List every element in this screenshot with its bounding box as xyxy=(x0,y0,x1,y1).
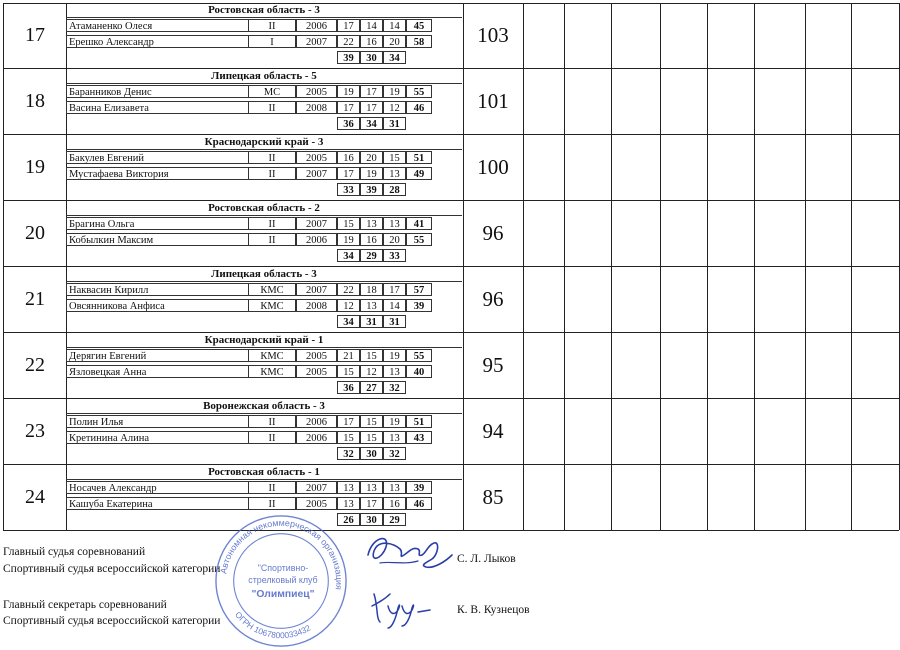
athlete-year: 2006 xyxy=(296,19,337,32)
athlete-s3: 19 xyxy=(383,349,406,362)
subtotal-cell: 26 xyxy=(337,513,360,526)
subtotal-cell: 31 xyxy=(383,117,406,130)
athlete-s1: 19 xyxy=(337,85,360,98)
place-cell: 21 xyxy=(3,267,67,333)
team-total: 94 xyxy=(463,399,524,465)
subtotal-cell: 33 xyxy=(383,249,406,262)
subtotal-cell: 34 xyxy=(360,117,383,130)
block-divider xyxy=(3,68,899,69)
athlete-year: 2008 xyxy=(296,101,337,114)
chief-judge-name: С. Л. Лыков xyxy=(457,553,516,565)
athlete-s2: 13 xyxy=(360,481,383,494)
athlete-sum: 49 xyxy=(406,167,432,180)
subtotal-cell: 34 xyxy=(337,249,360,262)
subtotal-cell: 30 xyxy=(360,447,383,460)
team-title: Липецкая область - 5 xyxy=(66,70,462,84)
athlete-s2: 19 xyxy=(360,167,383,180)
athlete-s2: 17 xyxy=(360,101,383,114)
athlete-s3: 19 xyxy=(383,415,406,428)
athlete-s3: 19 xyxy=(383,85,406,98)
athlete-s2: 15 xyxy=(360,415,383,428)
grid-column-line xyxy=(754,3,755,530)
athlete-s2: 13 xyxy=(360,217,383,230)
grid-column-line xyxy=(707,3,708,530)
place-cell: 20 xyxy=(3,201,67,267)
grid-column-line xyxy=(611,3,612,530)
subtotal-cell: 29 xyxy=(360,249,383,262)
subtotal-cell: 27 xyxy=(360,381,383,394)
athlete-s1: 22 xyxy=(337,35,360,48)
athlete-name: Овсянникова Анфиса xyxy=(66,299,249,312)
athlete-s2: 16 xyxy=(360,233,383,246)
athlete-s1: 19 xyxy=(337,233,360,246)
subtotal-cell: 31 xyxy=(360,315,383,328)
athlete-year: 2006 xyxy=(296,415,337,428)
athlete-name: Язловецкая Анна xyxy=(66,365,249,378)
subtotal-cell: 32 xyxy=(337,447,360,460)
athlete-sum: 58 xyxy=(406,35,432,48)
athlete-s1: 15 xyxy=(337,217,360,230)
athlete-s1: 17 xyxy=(337,167,360,180)
athlete-rank: II xyxy=(248,233,296,246)
place-cell: 19 xyxy=(3,135,67,201)
athlete-sum: 39 xyxy=(406,299,432,312)
athlete-s3: 17 xyxy=(383,283,406,296)
athlete-s3: 13 xyxy=(383,431,406,444)
block-divider xyxy=(3,266,899,267)
subtotal-cell: 34 xyxy=(337,315,360,328)
athlete-year: 2005 xyxy=(296,151,337,164)
athlete-name: Баранников Денис xyxy=(66,85,249,98)
subtotal-cell: 36 xyxy=(337,381,360,394)
block-divider xyxy=(3,134,899,135)
stamp-ring-text: Автономная некоммерческая организация xyxy=(218,517,345,591)
place-cell: 24 xyxy=(3,465,67,531)
place-cell: 18 xyxy=(3,69,67,135)
chief-judge-signature xyxy=(360,525,460,575)
athlete-name: Ерешко Александр xyxy=(66,35,249,48)
athlete-s2: 16 xyxy=(360,35,383,48)
stamp-ogrn: ОГРН 1067800033432 xyxy=(233,609,313,641)
place-cell: 23 xyxy=(3,399,67,465)
athlete-sum: 51 xyxy=(406,415,432,428)
athlete-sum: 40 xyxy=(406,365,432,378)
stamp-center-line3: "Олимпиец" xyxy=(251,588,315,600)
athlete-s2: 12 xyxy=(360,365,383,378)
athlete-s3: 14 xyxy=(383,19,406,32)
athlete-s2: 13 xyxy=(360,299,383,312)
athlete-s1: 12 xyxy=(337,299,360,312)
athlete-name: Брагина Ольга xyxy=(66,217,249,230)
athlete-s3: 13 xyxy=(383,167,406,180)
athlete-sum: 46 xyxy=(406,497,432,510)
athlete-sum: 43 xyxy=(406,431,432,444)
athlete-s3: 20 xyxy=(383,35,406,48)
stamp-center-line2: стрелковый клуб xyxy=(248,574,318,585)
team-total: 96 xyxy=(463,267,524,333)
subtotal-cell: 36 xyxy=(337,117,360,130)
place-cell: 22 xyxy=(3,333,67,399)
subtotal-cell: 30 xyxy=(360,513,383,526)
athlete-rank: II xyxy=(248,217,296,230)
athlete-s1: 13 xyxy=(337,481,360,494)
place-cell: 17 xyxy=(3,3,67,69)
athlete-year: 2007 xyxy=(296,217,337,230)
grid-column-line xyxy=(805,3,806,530)
subtotal-cell: 29 xyxy=(383,513,406,526)
athlete-rank: КМС xyxy=(248,349,296,362)
athlete-s2: 15 xyxy=(360,349,383,362)
athlete-name: Наквасин Кирилл xyxy=(66,283,249,296)
athlete-rank: I xyxy=(248,35,296,48)
subtotal-cell: 39 xyxy=(360,183,383,196)
subtotal-cell: 30 xyxy=(360,51,383,64)
athlete-name: Носачев Александр xyxy=(66,481,249,494)
athlete-s1: 21 xyxy=(337,349,360,362)
subtotal-cell: 33 xyxy=(337,183,360,196)
athlete-year: 2006 xyxy=(296,233,337,246)
chief-secretary-title: Главный секретарь соревнований xyxy=(3,599,167,611)
athlete-rank: II xyxy=(248,167,296,180)
athlete-sum: 45 xyxy=(406,19,432,32)
athlete-name: Васина Елизавета xyxy=(66,101,249,114)
athlete-year: 2007 xyxy=(296,35,337,48)
athlete-name: Дерягин Евгений xyxy=(66,349,249,362)
team-title: Ростовская область - 3 xyxy=(66,4,462,18)
athlete-year: 2007 xyxy=(296,167,337,180)
athlete-name: Бакулев Евгений xyxy=(66,151,249,164)
athlete-sum: 57 xyxy=(406,283,432,296)
athlete-s2: 20 xyxy=(360,151,383,164)
athlete-rank: II xyxy=(248,481,296,494)
subtotal-cell: 31 xyxy=(383,315,406,328)
athlete-sum: 55 xyxy=(406,233,432,246)
chief-judge-title: Главный судья соревнований xyxy=(3,546,146,558)
athlete-s2: 17 xyxy=(360,85,383,98)
athlete-s2: 18 xyxy=(360,283,383,296)
athlete-s1: 15 xyxy=(337,431,360,444)
athlete-year: 2005 xyxy=(296,497,337,510)
athlete-s3: 14 xyxy=(383,299,406,312)
chief-secretary-signature xyxy=(368,582,448,632)
athlete-sum: 55 xyxy=(406,349,432,362)
athlete-s2: 17 xyxy=(360,497,383,510)
athlete-year: 2007 xyxy=(296,283,337,296)
athlete-rank: II xyxy=(248,101,296,114)
team-total: 101 xyxy=(463,69,524,135)
athlete-sum: 39 xyxy=(406,481,432,494)
athlete-year: 2005 xyxy=(296,365,337,378)
grid-column-line xyxy=(660,3,661,530)
athlete-rank: КМС xyxy=(248,299,296,312)
subtotal-cell: 32 xyxy=(383,381,406,394)
athlete-s1: 16 xyxy=(337,151,360,164)
athlete-s1: 17 xyxy=(337,19,360,32)
stamp-center-line1: "Спортивно- xyxy=(257,563,309,574)
team-total: 103 xyxy=(463,3,524,69)
team-total: 96 xyxy=(463,201,524,267)
athlete-rank: II xyxy=(248,497,296,510)
subtotal-cell: 28 xyxy=(383,183,406,196)
athlete-s1: 17 xyxy=(337,101,360,114)
athlete-s3: 13 xyxy=(383,365,406,378)
grid-column-line xyxy=(463,3,464,530)
team-title: Краснодарский край - 3 xyxy=(66,136,462,150)
athlete-rank: МС xyxy=(248,85,296,98)
grid-column-line xyxy=(523,3,524,530)
block-divider xyxy=(3,332,899,333)
athlete-year: 2005 xyxy=(296,85,337,98)
team-title: Ростовская область - 1 xyxy=(66,466,462,480)
athlete-name: Мустафаева Виктория xyxy=(66,167,249,180)
block-divider xyxy=(3,200,899,201)
team-total: 85 xyxy=(463,465,524,531)
athlete-s1: 22 xyxy=(337,283,360,296)
athlete-year: 2006 xyxy=(296,431,337,444)
grid-column-line xyxy=(851,3,852,530)
subtotal-cell: 32 xyxy=(383,447,406,460)
chief-judge-category: Спортивный судья всероссийской категории xyxy=(3,563,221,575)
athlete-s3: 20 xyxy=(383,233,406,246)
athlete-s1: 13 xyxy=(337,497,360,510)
team-title: Ростовская область - 2 xyxy=(66,202,462,216)
block-divider xyxy=(3,464,899,465)
athlete-s3: 13 xyxy=(383,481,406,494)
athlete-rank: КМС xyxy=(248,365,296,378)
athlete-name: Атаманенко Олеся xyxy=(66,19,249,32)
athlete-s3: 12 xyxy=(383,101,406,114)
athlete-s3: 16 xyxy=(383,497,406,510)
athlete-s3: 13 xyxy=(383,217,406,230)
team-title: Липецкая область - 3 xyxy=(66,268,462,282)
athlete-year: 2007 xyxy=(296,481,337,494)
team-total: 95 xyxy=(463,333,524,399)
athlete-sum: 55 xyxy=(406,85,432,98)
athlete-sum: 51 xyxy=(406,151,432,164)
team-title: Воронежская область - 3 xyxy=(66,400,462,414)
chief-secretary-category: Спортивный судья всероссийской категории xyxy=(3,615,221,627)
athlete-s2: 14 xyxy=(360,19,383,32)
athlete-sum: 46 xyxy=(406,101,432,114)
athlete-name: Кашуба Екатерина xyxy=(66,497,249,510)
athlete-year: 2008 xyxy=(296,299,337,312)
team-total: 100 xyxy=(463,135,524,201)
athlete-rank: II xyxy=(248,19,296,32)
chief-secretary-name: К. В. Кузнецов xyxy=(457,604,530,616)
athlete-rank: КМС xyxy=(248,283,296,296)
block-divider xyxy=(3,398,899,399)
athlete-s1: 17 xyxy=(337,415,360,428)
athlete-sum: 41 xyxy=(406,217,432,230)
athlete-s1: 15 xyxy=(337,365,360,378)
athlete-rank: II xyxy=(248,431,296,444)
athlete-year: 2005 xyxy=(296,349,337,362)
athlete-rank: II xyxy=(248,415,296,428)
athlete-name: Кретинина Алина xyxy=(66,431,249,444)
team-title: Краснодарский край - 1 xyxy=(66,334,462,348)
athlete-name: Кобылкин Максим xyxy=(66,233,249,246)
athlete-name: Полин Илья xyxy=(66,415,249,428)
athlete-rank: II xyxy=(248,151,296,164)
athlete-s2: 15 xyxy=(360,431,383,444)
subtotal-cell: 34 xyxy=(383,51,406,64)
grid-column-line xyxy=(564,3,565,530)
organization-stamp xyxy=(212,512,350,650)
subtotal-cell: 39 xyxy=(337,51,360,64)
athlete-s3: 15 xyxy=(383,151,406,164)
